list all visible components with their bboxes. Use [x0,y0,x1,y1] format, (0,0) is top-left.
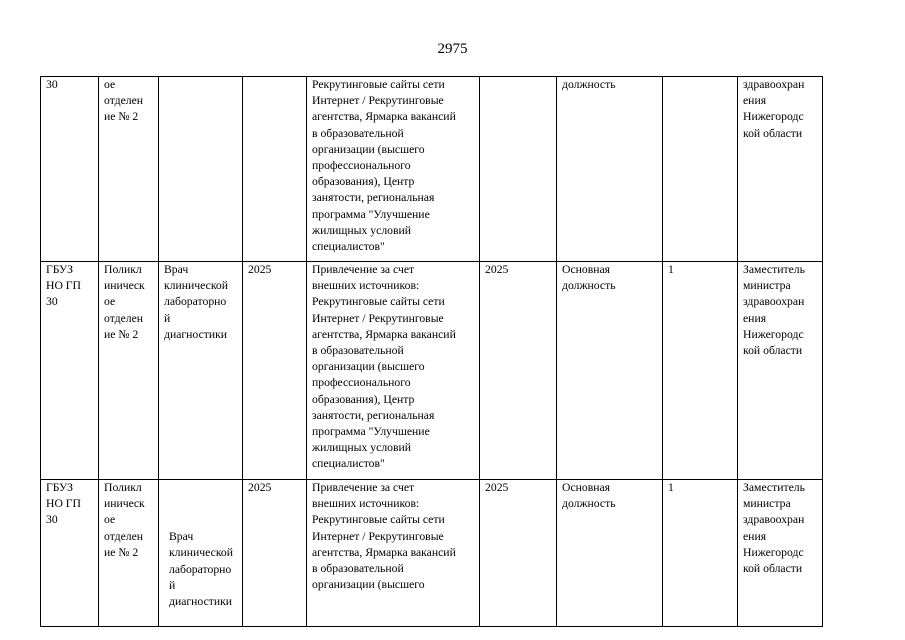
cell-org: 30 [41,77,99,262]
cell-position: Врач клинической лабораторно й диагностики [159,262,243,480]
cell-post-type: Основная должность [557,480,663,627]
cell-count: 1 [663,480,738,627]
table-row [41,77,823,262]
vacancy-table [40,76,823,627]
cell-unit: Поликл иничеcк ое отделен ие № 2 [99,480,159,627]
table-row [41,480,823,627]
cell-year: 2025 [243,262,307,480]
cell-responsible: Заместитель министра здравоохран ения Нижегородс кой области [738,480,823,627]
cell-year: 2025 [243,480,307,627]
cell-year-2: 2025 [480,262,557,480]
page-number: 2975 [437,41,468,57]
cell-year-2: 2025 [480,480,557,627]
cell-count [663,77,738,262]
cell-responsible: здравоохран ения Нижегородс кой области [738,77,823,262]
cell-position: Врач клинической лабораторно й диагностики [169,530,234,609]
cell-count: 1 [663,262,738,480]
cell-measures: Рекрутинговые сайты сети Интернет / Рекрутинговые агентства, Ярмарка вакансий в образовательной организации (высшего профессионального образования), Центр занятости, региональная программа "Улучшение жилищных условий специалистов" [307,77,480,262]
cell-responsible: Заместитель министра здравоохран ения Нижегородс кой области [738,262,823,480]
cell-org: ГБУЗ НО ГП 30 [41,480,99,627]
cell-measures: Привлечение за счет внешних источников: Рекрутинговые сайты сети Интернет / Рекрутинговые агентства, Ярмарка вакансий в образовательной организации (высшего профессионального образования), Центр занятости, региональная программа "Улучшение жилищных условий специалистов" [307,262,480,480]
cell-year-2 [480,77,557,262]
cell-position [159,77,243,262]
cell-position-wrap [159,480,243,627]
cell-measures: Привлечение за счет внешних источников: Рекрутинговые сайты сети Интернет / Рекрутинговые агентства, Ярмарка вакансий в образовательной организации (высшего [307,480,480,627]
cell-unit: ое отделен ие № 2 [99,77,159,262]
cell-org: ГБУЗ НО ГП 30 [41,262,99,480]
cell-year [243,77,307,262]
cell-unit: Поликл иничеcк ое отделен ие № 2 [99,262,159,480]
cell-post-type: Основная должность [557,262,663,480]
table-row [41,262,823,480]
cell-post-type: должность [557,77,663,262]
